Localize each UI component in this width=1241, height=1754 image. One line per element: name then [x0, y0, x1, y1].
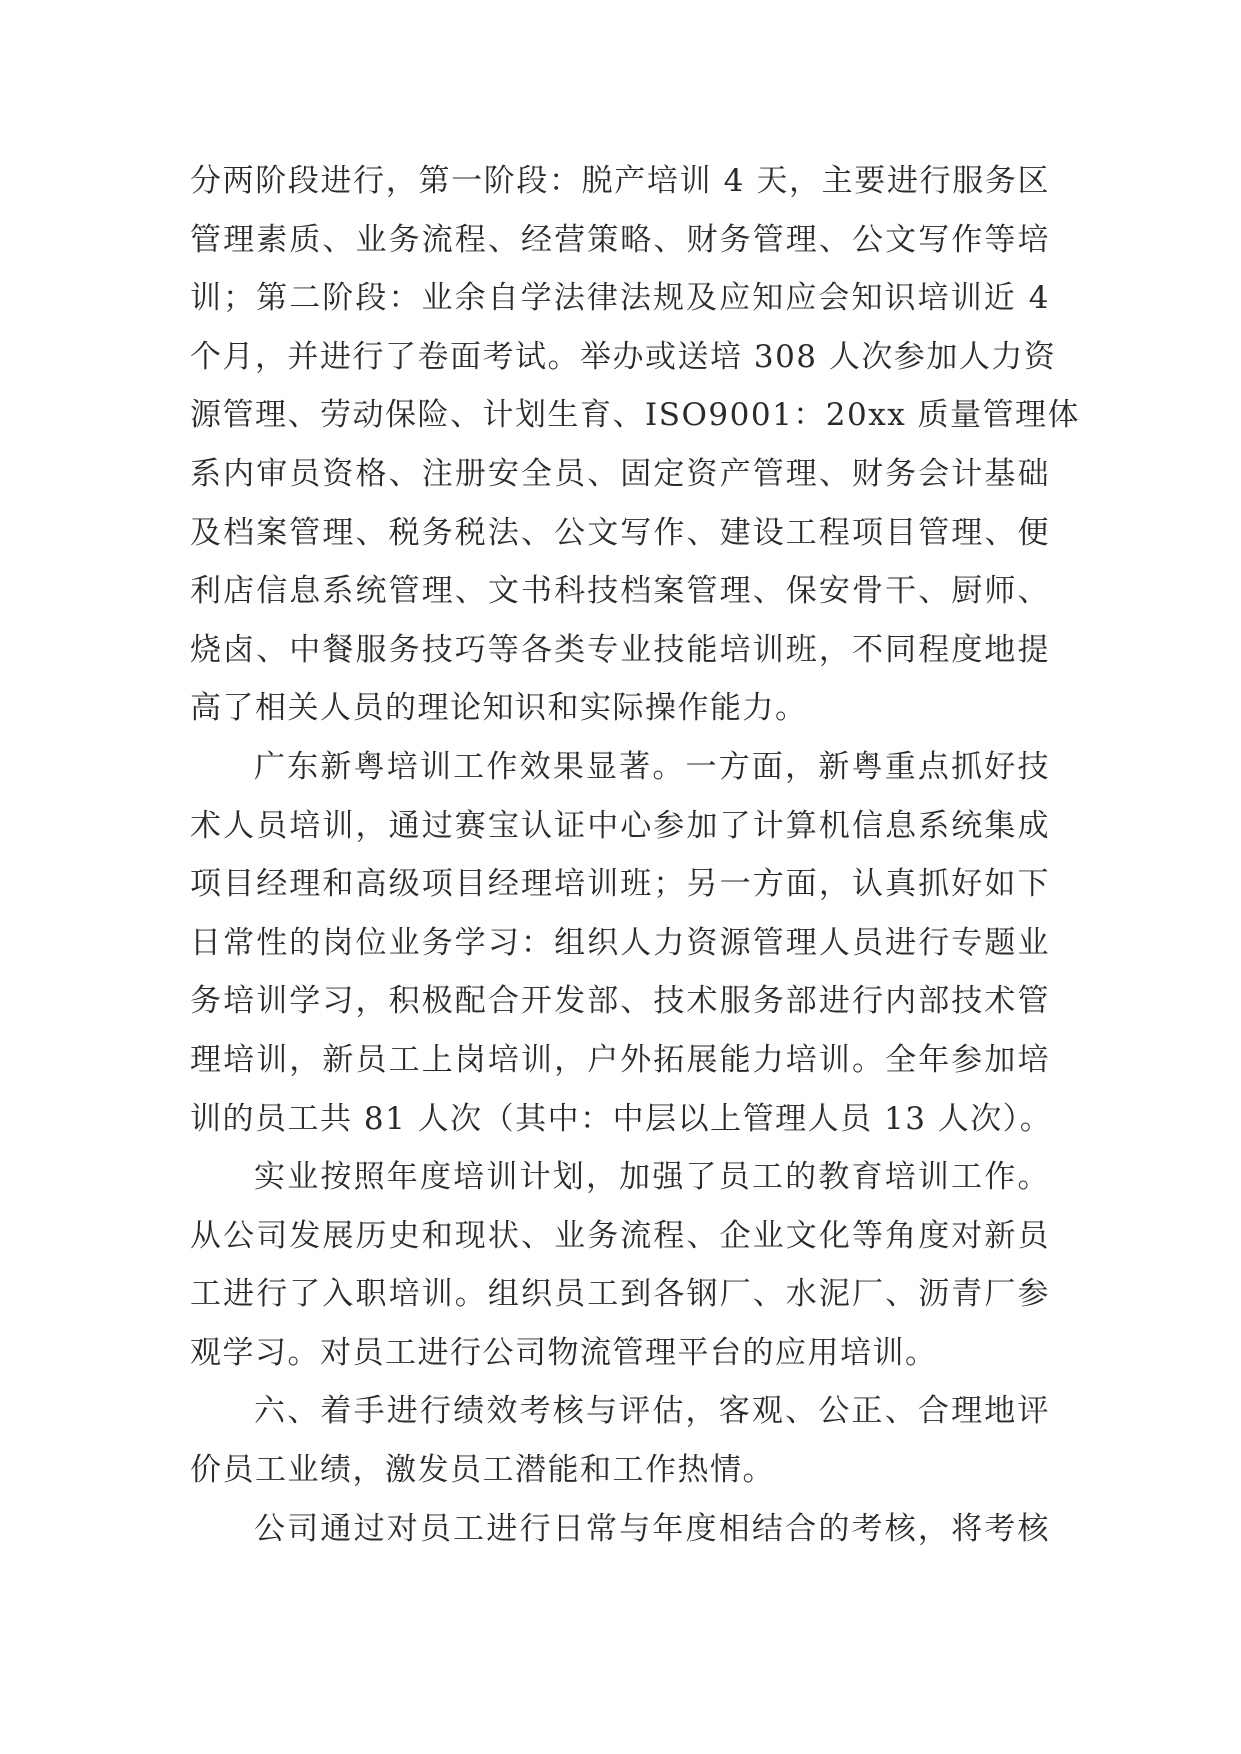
text-line: 价员工业绩，激发员工潜能和工作热情。 — [190, 1452, 775, 1489]
text-line: 系内审员资格、注册安全员、固定资产管理、财务会计基础 — [190, 455, 1050, 492]
text-line: 管理素质、业务流程、经营策略、财务管理、公文写作等培 — [190, 221, 1050, 258]
text-line: 利店信息系统管理、文书科技档案管理、保安骨干、厨师、 — [190, 573, 1050, 610]
text-line: 分两阶段进行，第一阶段：脱产培训 4 天，主要进行服务区 — [190, 163, 1050, 199]
text-line: 烧卤、中餐服务技巧等各类专业技能培训班，不同程度地提 — [190, 631, 1050, 668]
text-line: 日常性的岗位业务学习：组织人力资源管理人员进行专题业 — [190, 924, 1050, 961]
paragraph-start-line: 六、着手进行绩效考核与评估，客观、公正、合理地评 — [254, 1393, 1050, 1430]
text-line: 项目经理和高级项目经理培训班；另一方面，认真抓好如下 — [190, 866, 1050, 903]
text-line: 个月，并进行了卷面考试。举办或送培 308 人次参加人力资 — [190, 338, 1057, 375]
paragraph-start-line: 实业按照年度培训计划，加强了员工的教育培训工作。 — [254, 1159, 1050, 1196]
text-line: 从公司发展历史和现状、业务流程、企业文化等角度对新员 — [190, 1217, 1050, 1254]
document-body — [190, 152, 1081, 1558]
paragraph-start-line: 广东新粤培训工作效果显著。一方面，新粤重点抓好技 — [254, 748, 1050, 785]
paragraph-start-line: 公司通过对员工进行日常与年度相结合的考核，将考核 — [254, 1510, 1050, 1547]
text-line: 务培训学习，积极配合开发部、技术服务部进行内部技术管 — [190, 983, 1050, 1020]
text-line: 高了相关人员的理论知识和实际操作能力。 — [190, 690, 808, 727]
text-line: 源管理、劳动保险、计划生育、ISO9001：20xx 质量管理体 — [190, 397, 1081, 434]
text-line: 及档案管理、税务税法、公文写作、建设工程项目管理、便 — [190, 514, 1050, 551]
text-line: 训的员工共 81 人次（其中：中层以上管理人员 13 人次）。 — [190, 1100, 1053, 1137]
text-line: 工进行了入职培训。组织员工到各钢厂、水泥厂、沥青厂参 — [190, 1276, 1050, 1313]
text-line: 观学习。对员工进行公司物流管理平台的应用培训。 — [190, 1334, 938, 1371]
text-line: 理培训，新员工上岗培训，户外拓展能力培训。全年参加培 — [190, 1041, 1050, 1078]
text-line: 术人员培训，通过赛宝认证中心参加了计算机信息系统集成 — [190, 807, 1050, 844]
text-line: 训；第二阶段：业余自学法律法规及应知应会知识培训近 4 — [190, 280, 1050, 317]
